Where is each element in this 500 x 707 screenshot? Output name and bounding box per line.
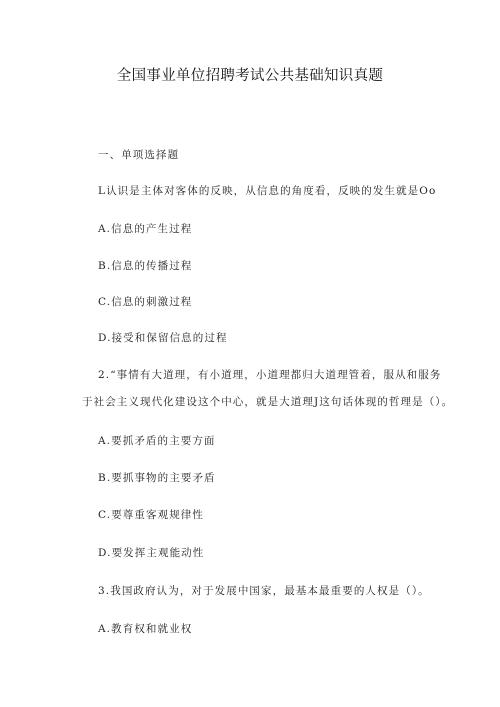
section-heading: 一、单项选择题	[98, 149, 180, 161]
question-2-stem-line-2: 于社会主义现代化建设这个中心，就是大道理J这句话体现的哲理是（）。	[82, 396, 454, 408]
question-3-option-a: A.教育权和就业权	[98, 623, 193, 635]
document-title: 全国事业单位招聘考试公共基础知识真题	[116, 68, 384, 84]
question-3-stem: 3.我国政府认为，对于发展中国家，最基本最重要的人权是（）。	[98, 585, 430, 597]
question-2-option-a: A.要抓矛盾的主要方面	[98, 435, 216, 447]
question-1-option-c: C.信息的刺激过程	[98, 296, 193, 308]
question-2-option-c: C.要尊重客观规律性	[98, 509, 204, 521]
question-1-option-b: B.信息的传播过程	[98, 260, 193, 272]
question-1-stem: L认识是主体对客体的反映，从信息的角度看，反映的发生就是Oo	[98, 185, 437, 197]
question-2-stem-line-1: 2.“事情有大道理，有小道理，小道理都归大道理管着，服从和服务	[98, 369, 442, 381]
question-2-option-b: B.要抓事物的主要矛盾	[98, 472, 216, 484]
question-2-option-d: D.要发挥主观能动性	[98, 547, 205, 559]
question-1-option-a: A.信息的产生过程	[98, 223, 193, 235]
question-1-option-d: D.接受和保留信息的过程	[98, 332, 228, 344]
